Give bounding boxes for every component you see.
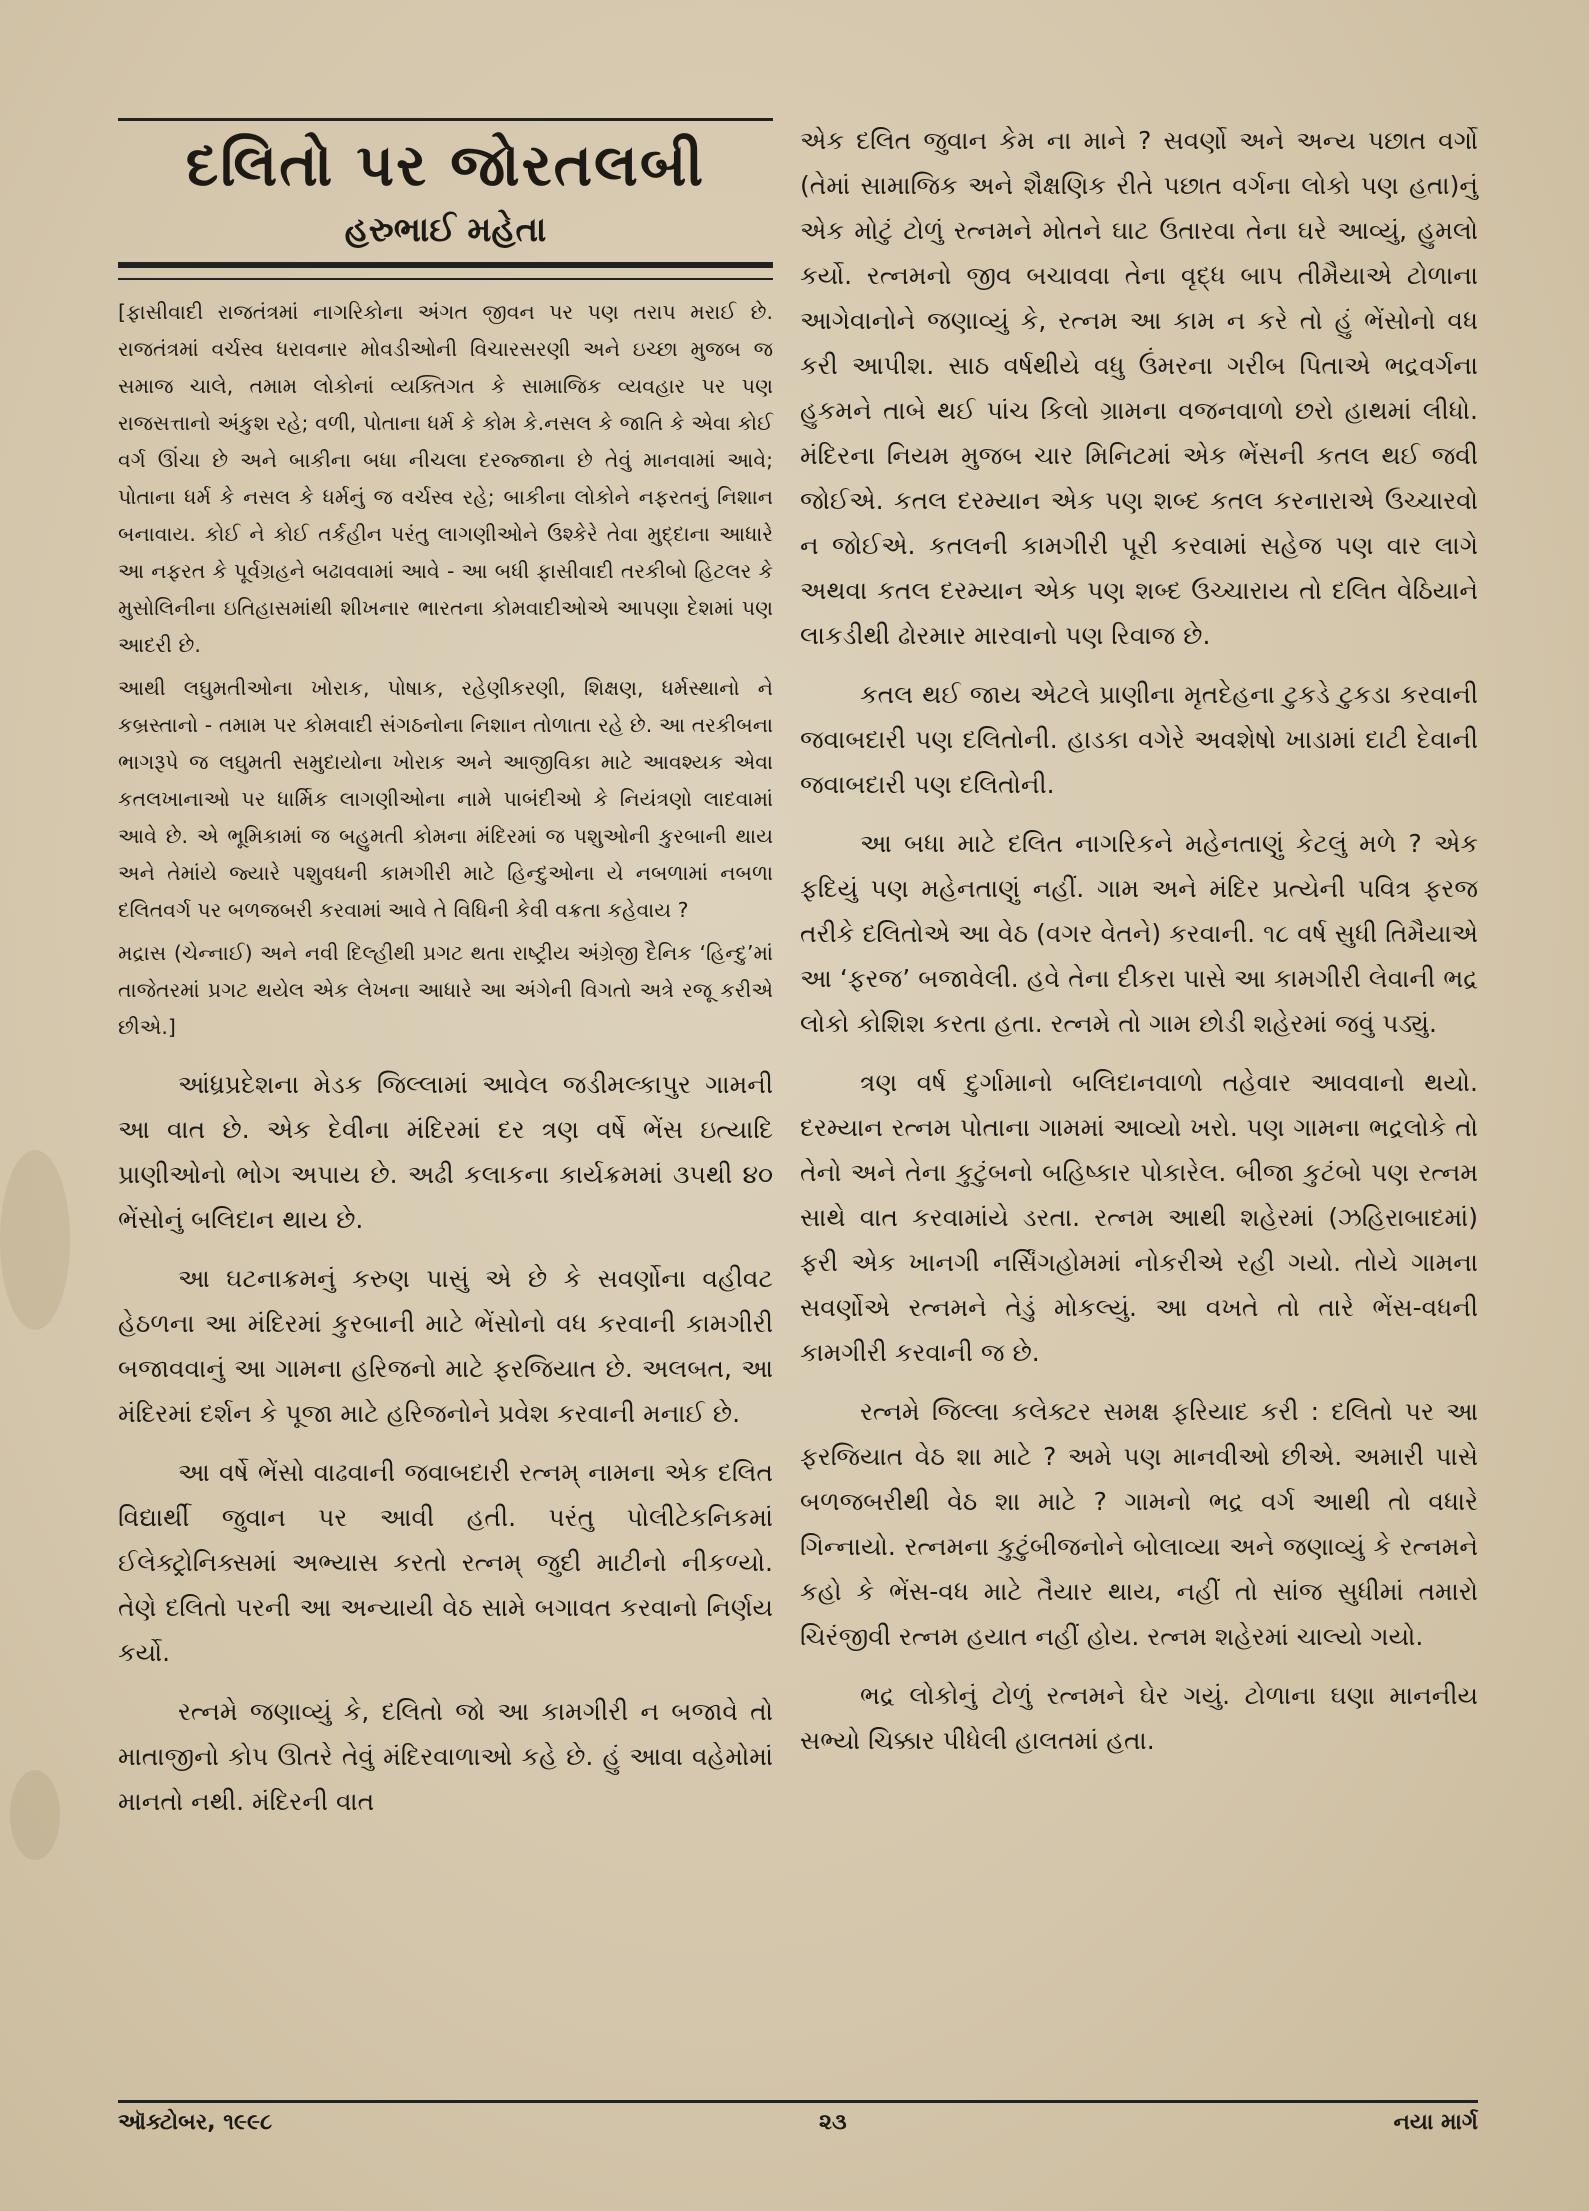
body-paragraph: આ વર્ષે ભેંસો વાઢવાની જવાબદારી રત્નમ્ નામના એક દલિત વિદ્યાર્થી જુવાન પર આવી હતી. પરંતુ પોલીટેકનિકમાં ઈલેક્ટ્રોનિક્સમાં અભ્યાસ કરતો રત્નમ્ જુદી માટીનો નીકળ્યો. તેણે દલિતો પરની આ અન્યાયી વેઠ સામે બગાવત કરવાનો નિર્ણય કર્યો. xyxy=(118,1458,773,1667)
body-paragraph: એક દલિત જુવાન કેમ ના માને ? સવર્ણો અને અન્ય પછાત વર્ગો (તેમાં સામાજિક અને શૈક્ષણિક રીતે પછાત વર્ગના લોકો પણ હતા)નું એક મોટું ટોળું રત્નમને મોતને ઘાટ ઉતારવા તેના ઘરે આવ્યું, હુમલો કર્યો. રત્નમનો જીવ બચાવવા તેના વૃદ્ધ બાપ તીમૈયાએ ટોળાના આગેવાનોને જણાવ્યું કે, રત્નમ આ કામ ન કરે તો હું ભેંસોનો વધ કરી આપીશ. સાઠ વર્ષથીયે વધુ ઉંમરના ગરીબ પિતાએ ભદ્રવર્ગના હુકમને તાબે થઈ પાંચ કિલો ગ્રામના વજનવાળો છરો હાથમાં લીધો. મંદિરના નિયમ મુજબ ચાર મિનિટમાં એક ભેંસની કતલ થઈ જવી જોઈએ. કતલ દરમ્યાન એક પણ શબ્દ કતલ કરનારાએ ઉચ્ચારવો ન જોઈએ. કતલની કામગીરી પૂરી કરવામાં સહેજ પણ વાર લાગે અથવા કતલ દરમ્યાન એક પણ શબ્દ ઉચ્ચારાય તો દલિત વેઠિયાને લાકડીથી ઢોરમાર મારવાનો પણ રિવાજ છે. xyxy=(800,126,1478,650)
title-rule-thin xyxy=(118,278,773,280)
footer-magazine-name: નયા માર્ગ xyxy=(1393,2110,1478,2135)
article-title: દલિતો પર જોરતલબી xyxy=(185,131,706,199)
left-column xyxy=(118,118,773,1838)
footer-rule xyxy=(118,2100,1478,2103)
intro-paragraph: [ફાસીવાદી રાજતંત્રમાં નાગરિકોના અંગત જીવન પર પણ તરાપ મરાઈ છે. રાજતંત્રમાં વર્ચસ્વ ધરાવનાર મોવડીઓની વિચારસરણી અને ઇચ્છા મુજબ જ સમાજ ચાલે, તમામ લોકોનાં વ્યક્તિગત કે સામાજિક વ્યવહાર પર પણ રાજસત્તાનો અંકુશ રહે; વળી, પોતાના ધર્મ કે કોમ કે.નસલ કે જાતિ કે એવા કોઈ વર્ગ ઊંચા છે અને બાકીના બધા નીચલા દરજ્જાના છે તેવું માનવામાં આવે; પોતાના ધર્મ કે નસલ કે ધર્મનું જ વર્ચસ્વ રહે; બાકીના લોકોને નફરતનું નિશાન બનાવાય. કોઈ ને કોઈ તર્કહીન પરંતુ લાગણીઓને ઉશ્કેરે તેવા મુદ્દાના આધારે આ નફરત કે પૂર્વગ્રહને બઢાવવામાં આવે - આ બધી ફાસીવાદી તરકીબો હિટલર કે મુસોલિનીના ઇતિહાસમાંથી શીખનાર ભારતના કોમવાદીઓએ આપણા દેશમાં પણ આદરી છે. xyxy=(118,300,773,657)
header-rule xyxy=(118,118,773,121)
intro-paragraph: આથી લઘુમતીઓના ખોરાક, પોષાક, રહેણીકરણી, શિક્ષણ, ધર્મસ્થાનો ને કબ્રસ્તાનો - તમામ પર કોમવાદી સંગઠનોના નિશાન તોળાતા રહે છે. આ તરકીબના ભાગરૂપે જ લઘુમતી સમુદાયોના ખોરાક અને આજીવિકા માટે આવશ્યક એવા કતલખાનાઓ પર ધાર્મિક લાગણીઓના નામે પાબંદીઓ કે નિયંત્રણો લાદવામાં આવે છે. એ ભૂમિકામાં જ બહુમતી કોમના મંદિરમાં જ પશુઓની કુરબાની થાય અને તેમાંયે જ્યારે પશુવધની કામગીરી માટે હિન્દુઓના યે નબળામાં નબળા દલિતવર્ગ પર બળજબરી કરવામાં આવે તે વિધિની કેવી વક્રતા કહેવાય ? xyxy=(118,676,773,922)
body-paragraph: રત્નમે જિલ્લા કલેક્ટર સમક્ષ ફરિયાદ કરી : દલિતો પર આ ફરજિયાત વેઠ શા માટે ? અમે પણ માનવીઓ છીએ. અમારી પાસે બળજબરીથી વેઠ શા માટે ? ગામનો ભદ્ર વર્ગ આથી તો વધારે ગિન્નાયો. રત્નમના કુટુંબીજનોને બોલાવ્યા અને જણાવ્યું કે રત્નમને કહો કે ભેંસ-વધ માટે તૈયાર થાય, નહીં તો સાંજ સુધીમાં તમારો ચિરંજીવી રત્નમ હયાત નહીં હોય. રત્નમ શહેરમાં ચાલ્યો ગયો. xyxy=(800,1397,1478,1651)
right-column xyxy=(800,118,1478,1777)
body-paragraph: રત્નમે જણાવ્યું કે, દલિતો જો આ કામગીરી ન બજાવે તો માતાજીનો કોપ ઊતરે તેવું મંદિરવાળાઓ કહે છે. હું આવા વહેમોમાં માનતો નથી. મંદિરની વાત xyxy=(118,1697,773,1816)
body-paragraph: આંધ્રપ્રદેશના મેડક જિલ્લામાં આવેલ જડીમલ્કાપુર ગામની આ વાત છે. એક દેવીના મંદિરમાં દર ત્રણ વર્ષે ભેંસ ઇત્યાદિ પ્રાણીઓનો ભોગ અપાય છે. અઢી કલાકના કાર્યક્રમમાં ૩૫થી ૪૦ ભેંસોનું બલિદાન થાય છે. xyxy=(118,1070,773,1234)
article-body-right xyxy=(800,118,1478,1763)
footer-date: ઑક્ટોબર, ૧૯૯૮ xyxy=(118,2110,273,2135)
article-intro xyxy=(118,294,773,1046)
page-footer xyxy=(118,2110,1478,2135)
article-body-left xyxy=(118,1062,773,1824)
footer-page-number: ૨૩ xyxy=(819,2110,847,2135)
body-paragraph: આ ઘટનાક્રમનું કરુણ પાસું એ છે કે સવર્ણોના વહીવટ હેઠળના આ મંદિરમાં કુરબાની માટે ભેંસોનો વધ કરવાની કામગીરી બજાવવાનું આ ગામના હરિજનો માટે ફરજિયાત છે. અલબત, આ મંદિરમાં દર્શન કે પૂજા માટે હરિજનોને પ્રવેશ કરવાની મનાઈ છે. xyxy=(118,1264,773,1428)
intro-paragraph: મદ્રાસ (ચેન્નાઈ) અને નવી દિલ્હીથી પ્રગટ થતા રાષ્ટ્રીય અંગ્રેજી દૈનિક ‘હિન્દુ’માં તાજેતરમાં પ્રગટ થયેલ એક લેખના આધારે આ અંગેની વિગતો અત્રે રજૂ કરીએ છીએ.] xyxy=(118,941,773,1039)
body-paragraph: આ બધા માટે દલિત નાગરિકને મહેનતાણું કેટલું મળે ? એક ફદિયું પણ મહેનતાણું નહીં. ગામ અને મંદિર પ્રત્યેની પવિત્ર ફરજ તરીકે દલિતોએ આ વેઠ (વગર વેતને) કરવાની. ૧૮ વર્ષ સુધી તિમૈયાએ આ ‘ફરજ’ બજાવેલી. હવે તેના દીકરા પાસે આ કામગીરી લેવાની ભદ્ર લોકો કોશિશ કરતા હતા. રત્નમે તો ગામ છોડી શહેરમાં જવું પડ્યું. xyxy=(800,829,1478,1038)
body-paragraph: કતલ થઈ જાય એટલે પ્રાણીના મૃતદેહના ટુકડે ટુકડા કરવાની જવાબદારી પણ દલિતોની. હાડકા વગેરે અવશેષો ખાડામાં દાટી દેવાની જવાબદારી પણ દલિતોની. xyxy=(800,680,1478,799)
body-paragraph: ભદ્ર લોકોનું ટોળું રત્નમને ઘેર ગયું. ટોળાના ઘણા માનનીય સભ્યો ચિક્કાર પીધેલી હાલતમાં હતા. xyxy=(800,1681,1478,1755)
paper-stain xyxy=(10,1770,60,1860)
title-rule xyxy=(118,262,773,268)
body-paragraph: ત્રણ વર્ષ દુર્ગામાનો બલિદાનવાળો તહેવાર આવવાનો થયો. દરમ્યાન રત્નમ પોતાના ગામમાં આવ્યો ખરો. પણ ગામના ભદ્રલોકે તો તેનો અને તેના કુટુંબનો બહિષ્કાર પોકારેલ. બીજા કુટંબો પણ રત્નમ સાથે વાત કરવામાંયે ડરતા. રત્નમ આથી શહેરમાં (ઝહિરાબાદમાં) ફરી એક ખાનગી નર્સિંગહોમમાં નોકરીએ રહી ગયો. તોયે ગામના સવર્ણોએ રત્નમને તેડું મોકલ્યું. આ વખતે તો તારે ભેંસ-વધની કામગીરી કરવાની જ છે. xyxy=(800,1068,1478,1367)
paper-stain xyxy=(0,1150,70,1330)
article-author: હરુભાઈ મહેતા xyxy=(344,210,547,250)
